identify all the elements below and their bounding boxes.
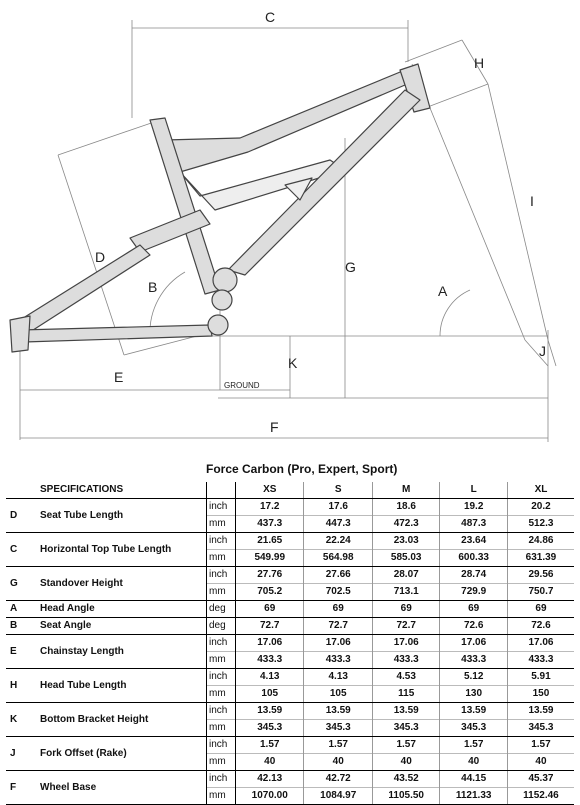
geometry-spec-table — [6, 482, 574, 805]
spec-value: 713.1 — [372, 584, 439, 601]
spec-value: 631.39 — [507, 550, 574, 567]
size-header: S — [304, 482, 372, 499]
spec-value: 130 — [440, 686, 507, 703]
spec-value: 27.66 — [304, 567, 372, 584]
spec-label: Wheel Base — [36, 771, 207, 805]
spec-code: A — [6, 601, 36, 618]
spec-value: 585.03 — [372, 550, 439, 567]
spec-value: 1105.50 — [372, 788, 439, 805]
spec-value: 40 — [372, 754, 439, 771]
spec-value: 40 — [236, 754, 304, 771]
spec-value: 19.2 — [440, 499, 507, 516]
spec-code: G — [6, 567, 36, 601]
spec-value: 433.3 — [304, 652, 372, 669]
spec-value: 433.3 — [372, 652, 439, 669]
dim-label-j: J — [539, 343, 546, 359]
spec-value: 433.3 — [507, 652, 574, 669]
spec-unit: mm — [207, 652, 236, 669]
spec-row — [6, 499, 574, 516]
spec-label: Fork Offset (Rake) — [36, 737, 207, 771]
spec-value: 72.7 — [304, 618, 372, 635]
dim-label-e: E — [114, 369, 124, 385]
spec-value: 564.98 — [304, 550, 372, 567]
spec-unit: mm — [207, 754, 236, 771]
spec-unit: inch — [207, 771, 236, 788]
size-header: M — [372, 482, 439, 499]
spec-value: 433.3 — [440, 652, 507, 669]
spec-value: 105 — [236, 686, 304, 703]
spec-value: 42.72 — [304, 771, 372, 788]
spec-value: 13.59 — [236, 703, 304, 720]
spec-unit: inch — [207, 533, 236, 550]
spec-value: 437.3 — [236, 516, 304, 533]
spec-code: E — [6, 635, 36, 669]
spec-table-title: Force Carbon (Pro, Expert, Sport) — [206, 462, 398, 476]
spec-value: 750.7 — [507, 584, 574, 601]
spec-label: Seat Angle — [36, 618, 207, 635]
spec-row — [6, 669, 574, 686]
spec-value: 13.59 — [372, 703, 439, 720]
size-header: L — [440, 482, 507, 499]
spec-label: Bottom Bracket Height — [36, 703, 207, 737]
spec-value: 43.52 — [372, 771, 439, 788]
spec-value: 17.06 — [528, 637, 554, 648]
spec-value: 13.59 — [528, 705, 554, 716]
spec-value: 13.59 — [304, 703, 372, 720]
dim-label-i: I — [530, 193, 534, 209]
spec-value: 17.06 — [304, 635, 372, 652]
spec-table-body — [6, 482, 574, 805]
spec-label: Seat Tube Length — [36, 499, 207, 533]
dim-label-a: A — [438, 283, 448, 299]
spec-value: 600.33 — [440, 550, 507, 567]
spec-label: Standover Height — [36, 567, 207, 601]
spec-value: 69 — [440, 601, 507, 618]
header-unit-cell — [207, 482, 236, 499]
spec-unit: inch — [207, 703, 236, 720]
ground-label: GROUND — [224, 381, 260, 390]
spec-value: 13.59 — [440, 703, 507, 720]
spec-row — [6, 567, 574, 584]
spec-value: 1070.00 — [236, 788, 304, 805]
spec-value: 4.13 — [304, 669, 372, 686]
spec-unit: mm — [207, 584, 236, 601]
spec-value: 22.24 — [304, 533, 372, 550]
spec-row — [6, 618, 574, 635]
spec-unit: inch — [207, 737, 236, 754]
spec-value: 1.57 — [531, 739, 551, 750]
spec-value: 17.06 — [236, 635, 304, 652]
spec-value: 40 — [507, 754, 574, 771]
spec-value: 1121.33 — [440, 788, 507, 805]
spec-unit: inch — [207, 669, 236, 686]
spec-label: Head Angle — [36, 601, 207, 618]
spec-value: 17.2 — [236, 499, 304, 516]
spec-value: 5.91 — [531, 671, 551, 682]
spec-value: 28.07 — [372, 567, 439, 584]
spec-value: 20.2 — [531, 501, 551, 512]
header-code-cell — [6, 482, 36, 499]
spec-value: 17.6 — [304, 499, 372, 516]
spec-value: 487.3 — [440, 516, 507, 533]
spec-value: 4.13 — [236, 669, 304, 686]
spec-value: 72.6 — [507, 618, 574, 635]
spec-header-row — [6, 482, 574, 499]
spec-value: 433.3 — [236, 652, 304, 669]
spec-unit: mm — [207, 788, 236, 805]
dim-label-k: K — [288, 355, 298, 371]
dim-label-d: D — [95, 249, 106, 265]
spec-value: 17.06 — [440, 635, 507, 652]
spec-value: 105 — [304, 686, 372, 703]
spec-row — [6, 737, 574, 754]
spec-value: 345.3 — [507, 720, 574, 737]
spec-value: 345.3 — [304, 720, 372, 737]
spec-value: 729.9 — [440, 584, 507, 601]
dim-label-c: C — [265, 9, 276, 25]
spec-code: B — [6, 618, 36, 635]
spec-label: Head Tube Length — [36, 669, 207, 703]
spec-value: 69 — [236, 601, 304, 618]
spec-value: 69 — [372, 601, 439, 618]
spec-value: 27.76 — [236, 567, 304, 584]
spec-value: 705.2 — [236, 584, 304, 601]
spec-value: 1084.97 — [304, 788, 372, 805]
spec-unit: inch — [207, 635, 236, 652]
spec-code: C — [6, 533, 36, 567]
dim-label-h: H — [474, 55, 485, 71]
spec-value: 21.65 — [236, 533, 304, 550]
spec-row — [6, 703, 574, 720]
size-header: XS — [236, 482, 304, 499]
spec-value: 69 — [304, 601, 372, 618]
spec-value: 40 — [304, 754, 372, 771]
spec-value: 42.13 — [236, 771, 304, 788]
spec-code: F — [6, 771, 36, 805]
spec-unit: inch — [207, 567, 236, 584]
spec-row — [6, 533, 574, 550]
spec-value: 512.3 — [507, 516, 574, 533]
spec-value: 472.3 — [372, 516, 439, 533]
spec-value: 1.57 — [304, 737, 372, 754]
spec-value: 345.3 — [372, 720, 439, 737]
spec-value: 702.5 — [304, 584, 372, 601]
spec-value: 1.57 — [372, 737, 439, 754]
dim-label-b: B — [148, 279, 158, 295]
spec-code: H — [6, 669, 36, 703]
spec-unit: mm — [207, 686, 236, 703]
spec-value: 72.7 — [236, 618, 304, 635]
spec-row — [6, 635, 574, 652]
spec-value: 345.3 — [236, 720, 304, 737]
spec-row — [6, 601, 574, 618]
spec-value: 447.3 — [304, 516, 372, 533]
spec-value: 345.3 — [440, 720, 507, 737]
spec-value: 28.74 — [440, 567, 507, 584]
dim-label-g: G — [345, 259, 356, 275]
spec-value: 72.7 — [372, 618, 439, 635]
spec-header-label: SPECIFICATIONS — [36, 482, 207, 499]
spec-value: 72.6 — [440, 618, 507, 635]
spec-value: 4.53 — [372, 669, 439, 686]
spec-unit: deg — [207, 601, 236, 618]
spec-unit: mm — [207, 720, 236, 737]
spec-value: 69 — [507, 601, 574, 618]
spec-label: Chainstay Length — [36, 635, 207, 669]
spec-value: 115 — [372, 686, 439, 703]
spec-value: 549.99 — [236, 550, 304, 567]
spec-value: 23.64 — [440, 533, 507, 550]
spec-value: 40 — [440, 754, 507, 771]
spec-code: K — [6, 703, 36, 737]
spec-label: Horizontal Top Tube Length — [36, 533, 207, 567]
spec-value: 24.86 — [528, 535, 554, 546]
spec-unit: mm — [207, 516, 236, 533]
spec-code: D — [6, 499, 36, 533]
spec-unit: mm — [207, 550, 236, 567]
spec-value: 1.57 — [236, 737, 304, 754]
spec-value: 23.03 — [372, 533, 439, 550]
spec-value: 1.57 — [440, 737, 507, 754]
spec-value: 17.06 — [372, 635, 439, 652]
spec-unit: deg — [207, 618, 236, 635]
dim-label-f: F — [270, 419, 279, 435]
size-header: XL — [507, 482, 574, 499]
spec-value: 45.37 — [528, 773, 554, 784]
spec-value: 44.15 — [440, 771, 507, 788]
spec-value: 5.12 — [440, 669, 507, 686]
spec-unit: inch — [207, 499, 236, 516]
spec-value: 18.6 — [372, 499, 439, 516]
spec-code: J — [6, 737, 36, 771]
spec-value: 150 — [507, 686, 574, 703]
spec-value: 1152.46 — [507, 788, 574, 805]
spec-row — [6, 771, 574, 788]
spec-value: 29.56 — [528, 569, 554, 580]
